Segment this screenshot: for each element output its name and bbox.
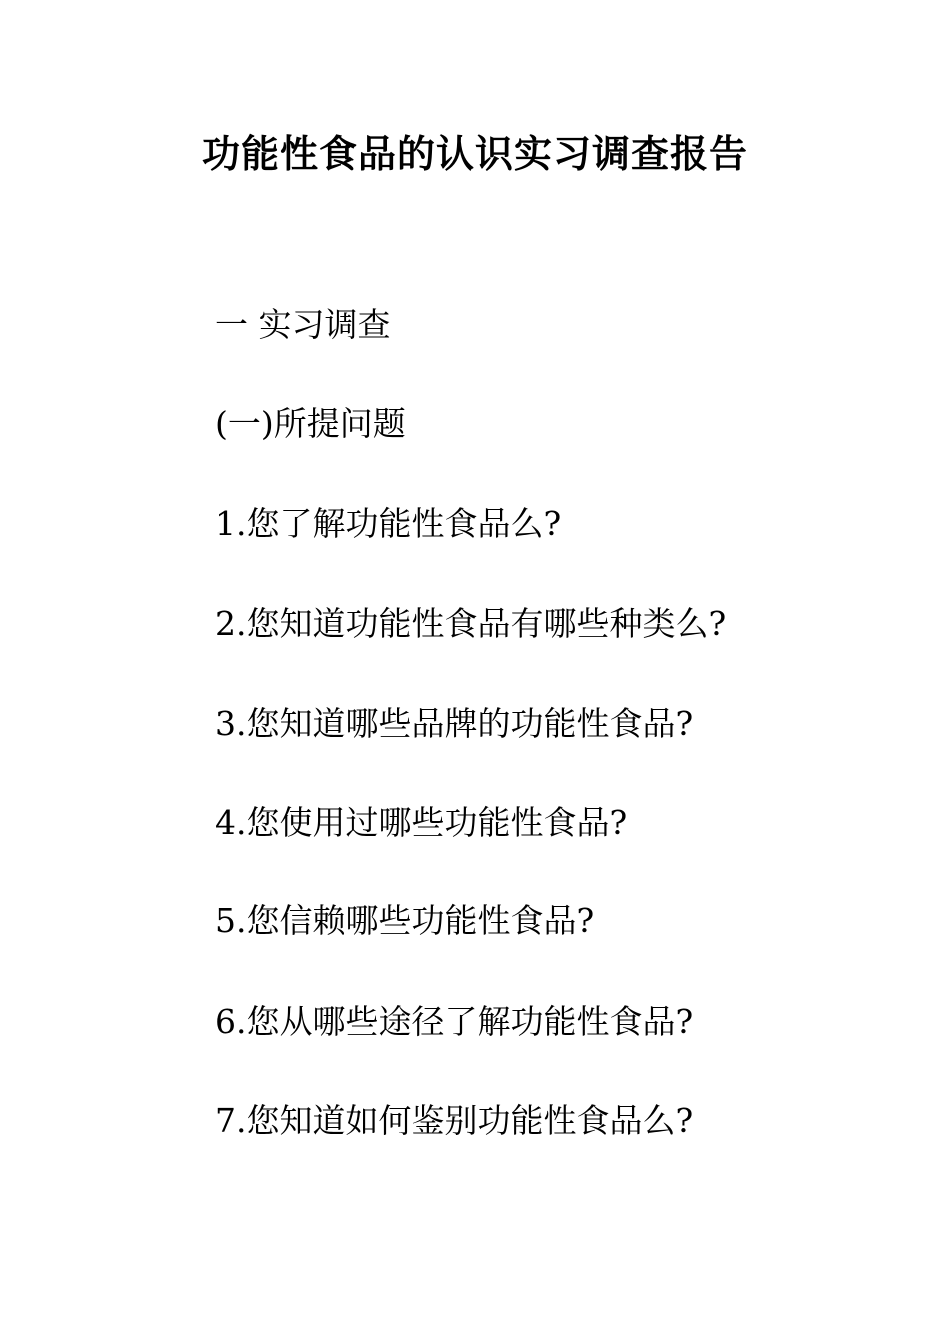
question-item: 7.您知道如何鉴别功能性食品么? [215,1101,694,1140]
subsection-heading: (一)所提问题 [215,404,406,443]
document-title: 功能性食品的认识实习调查报告 [201,132,748,176]
question-item: 6.您从哪些途径了解功能性食品? [215,1002,694,1041]
question-item: 1.您了解功能性食品么? [215,504,562,543]
section-heading: 一 实习调查 [215,305,391,344]
question-item: 2.您知道功能性食品有哪些种类么? [215,604,727,643]
question-item: 5.您信赖哪些功能性食品? [215,901,595,940]
question-item: 4.您使用过哪些功能性食品? [215,803,628,842]
question-item: 3.您知道哪些品牌的功能性食品? [215,704,694,743]
